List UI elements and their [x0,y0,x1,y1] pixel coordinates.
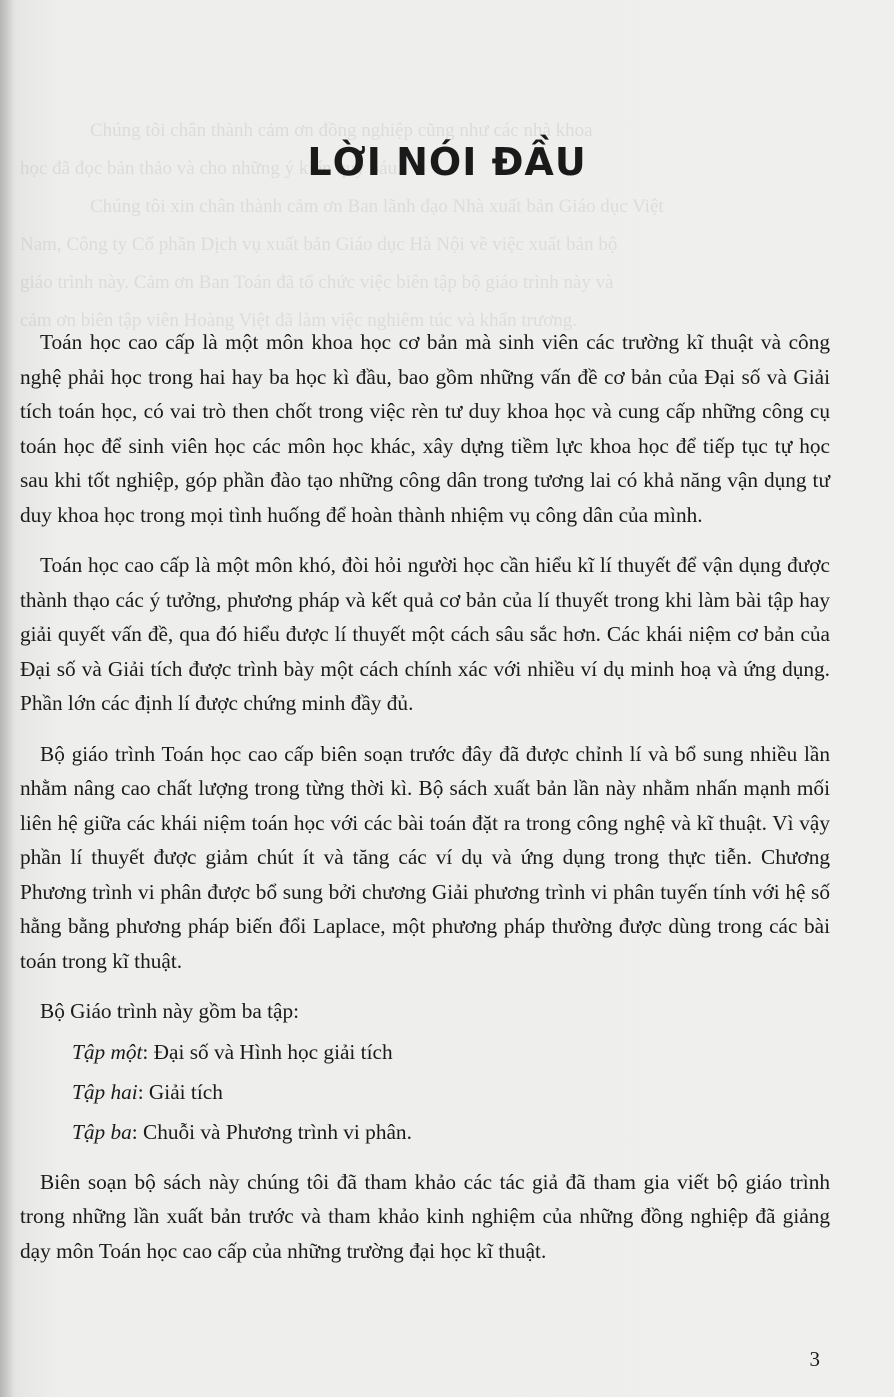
volume-item [20,1115,830,1149]
volume-title: : Đại số và Hình học giải tích [142,1039,393,1064]
volume-item [20,1035,830,1069]
volume-name: Tập một [72,1039,143,1064]
preface-body [20,325,830,1284]
bleed-line: giáo trình này. Cảm ơn Ban Toán đã tổ chức việc biên tập bộ giáo trình này và [20,272,614,293]
page-number: 3 [809,1347,820,1371]
closing-paragraph: Biên soạn bộ sách này chúng tôi đã tham khảo các tác giả đã tham gia viết bộ giáo trình trong những lần xuất bản trước và tham khảo kinh nghiệm của những đồng nghiệp đã giảng dạy môn Toán học cao cấp của những trường đại học kĩ thuật. [20,1169,830,1263]
bleed-line: học đã đọc bản thảo và cho những ý kiến quý báu. [20,158,402,179]
bleed-line: Chúng tôi xin chân thành cảm ơn Ban lãnh đạo Nhà xuất bản Giáo dục Việt [90,196,664,217]
page-title: LỜI NÓI ĐẦU [307,140,587,184]
volume-title: : Giải tích [137,1079,223,1104]
volume-name: Tập ba [72,1119,132,1144]
paragraph: Bộ giáo trình Toán học cao cấp biên soạn trước đây đã được chỉnh lí và bổ sung nhiều lần nhằm nâng cao chất lượng trong từng thời kì. Bộ sách xuất bản lần này nhằm nhấn mạnh mối liên hệ giữa các khái niệm toán học với các bài toán đặt ra trong công nghệ và kĩ thuật. Vì vậy phần lí thuyết được giảm chút ít và tăng các ví dụ và ứng dụng trong thực tiễn. Chương Phương trình vi phân được bổ sung bởi chương Giải phương trình vi phân tuyến tính với hệ số hằng bằng phương pháp biến đổi Laplace, một phương pháp thường được dùng trong các bài toán trong kĩ thuật. [20,741,830,973]
binding-shadow [0,0,14,1397]
volume-name: Tập hai [72,1079,138,1104]
paragraph: Toán học cao cấp là một môn khoa học cơ bản mà sinh viên các trường kĩ thuật và công nghệ phải học trong hai hay ba học kì đầu, bao gồm những vấn đề cơ bản của Đại số và Giải tích toán học, có vai trò then chốt trong việc rèn tư duy khoa học và cung cấp những công cụ toán học để sinh viên học các môn học khác, xây dựng tiềm lực khoa học để tiếp tục tự học sau khi tốt nghiệp, góp phần đào tạo những công dân trong tương lai có khả năng vận dụng tư duy khoa học trong mọi tình huống để hoàn thành nhiệm vụ công dân của mình. [20,330,830,527]
paragraph: Toán học cao cấp là một môn khó, đòi hỏi người học cần hiểu kĩ lí thuyết để vận dụng được thành thạo các ý tưởng, phương pháp và kết quả cơ bản của lí thuyết trong khi làm bài tập hay giải quyết vấn đề, qua đó hiểu được lí thuyết một cách sâu sắc hơn. Các khái niệm cơ bản của Đại số và Giải tích được trình bày một cách chính xác với nhiều ví dụ minh hoạ và ứng dụng. Phần lớn các định lí được chứng minh đầy đủ. [20,553,830,715]
bleed-line: Nam, Công ty Cổ phần Dịch vụ xuất bản Giáo dục Hà Nội về việc xuất bản bộ [20,234,618,255]
volume-title: : Chuỗi và Phương trình vi phân. [131,1119,412,1144]
volume-item [20,1075,830,1109]
bleed-line: cảm ơn biên tập viên Hoàng Việt đã làm việc nghiêm túc và khẩn trương. [20,310,578,331]
volume-list-intro: Bộ Giáo trình này gồm ba tập: [40,999,300,1023]
bleed-line: Chúng tôi chân thành cảm ơn đồng nghiệp cũng như các nhà khoa [90,120,593,141]
